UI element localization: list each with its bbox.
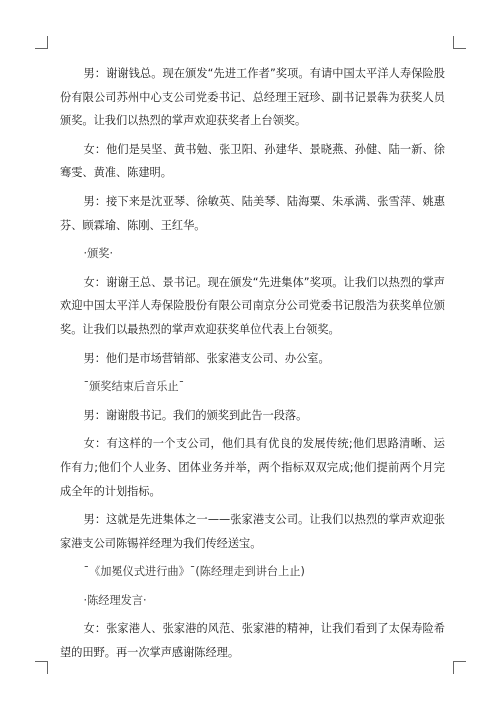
stage-note: ·颁奖· (83, 247, 114, 261)
crop-mark-top-left (35, 36, 48, 49)
paragraph: 女：张家港人、张家港的风范、张家港的精神，让我们看到了太保寿险希望的田野。再一次掌声感谢陈经理。 (60, 622, 445, 660)
paragraph: 男：他们是市场营销部、张家港支公司、办公室。 (83, 351, 330, 365)
stage-note: ·陈经理发言· (83, 593, 147, 607)
paragraph: 女：谢谢王总、景书记。现在颁发“先进集体”奖项。让我们以热烈的掌声欢迎中国太平洋人寿保险股份有限公司南京分公司党委书记殷浩为获奖单位颁奖。让我们以最热烈的掌声欢迎获奖单位代表上台领奖。 (60, 275, 445, 336)
paragraph: 男：谢谢殷书记。我们的颁奖到此告一段落。 (83, 408, 308, 422)
paragraph: 男：谢谢钱总。现在颁发“先进工作者”奖项。有请中国太平洋人寿保险股份有限公司苏州中心支公司党委书记、总经理王冠珍、副书记景犇为获奖人员颁奖。让我们以热烈的掌声欢迎获奖者上台领奖。 (60, 67, 445, 128)
paragraph: 女：他们是吴坚、黄书勉、张卫阳、孙建华、景晓燕、孙健、陆一新、徐骞雯、黄准、陈建明。 (60, 142, 445, 180)
paragraph: 女：有这样的一个支公司，他们具有优良的发展传统;他们思路清晰、运作有力;他们个人业务、团体业务并举，两个指标双双完成;他们提前两个月完成全年的计划指标。 (60, 437, 445, 498)
crop-mark-bottom-left (35, 661, 48, 674)
crop-mark-bottom-right (453, 661, 466, 674)
document-body (60, 62, 445, 670)
stage-note: ˉ《加冕仪式进行曲》ˉ(陈经理走到讲台上止) (83, 565, 305, 579)
paragraph: 男：这就是先进集体之一——张家港支公司。让我们以热烈的掌声欢迎张家港支公司陈锡祥经理为我们传经送宝。 (60, 513, 445, 550)
crop-mark-top-right (453, 36, 466, 49)
stage-note: ˉ颁奖结束后音乐止ˉ (83, 380, 185, 394)
paragraph: 男：接下来是沈亚琴、徐敏英、陆美琴、陆海粟、朱承满、张雪萍、姚惠芬、顾霖瑜、陈刚、王红华。 (60, 194, 445, 232)
